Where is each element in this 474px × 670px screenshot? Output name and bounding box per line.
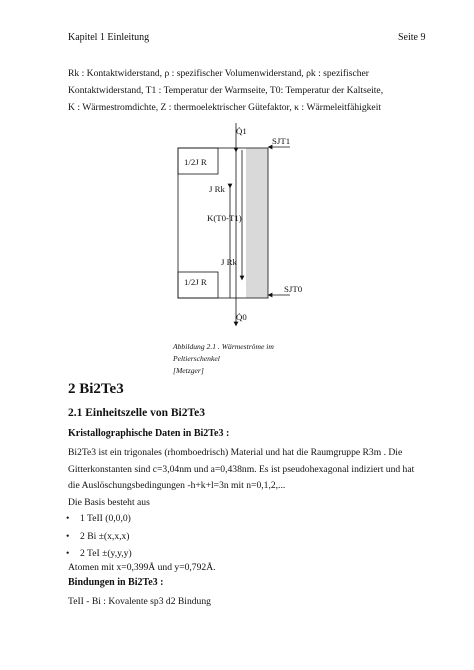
q1-label: Q̇1: [236, 126, 247, 136]
figure-caption-line-2: Peltierschenkel: [173, 354, 220, 363]
section-heading: 2 Bi2Te3: [68, 381, 124, 397]
jrk-top-label: J Rk: [209, 184, 225, 194]
half-j2r-top-label: 1/2J R: [184, 157, 207, 167]
figure-caption-line-1: Abbildung 2.1 . Wärmeströme im: [173, 342, 274, 351]
bullet-3: •: [66, 548, 70, 559]
page-number: Seite 9: [398, 32, 426, 43]
sjt0-label: SJT0: [284, 284, 303, 294]
bonds-line-1: TeII - Bi : Kovalente sp3 d2 Bindung: [68, 596, 211, 607]
sjt1-label: SJT1: [272, 136, 291, 146]
basis-item-2: 2 Bi ±(x,x,x): [80, 531, 130, 542]
atoms-line: Atomen mit x=0,399Å und y=0,792Å.: [68, 562, 216, 573]
crystal-heading: Kristallographische Daten in Bi2Te3 :: [68, 428, 230, 439]
bullet-1: •: [66, 513, 70, 524]
q0-label: Q̇0: [236, 312, 247, 322]
bonds-heading: Bindungen in Bi2Te3 :: [68, 577, 164, 588]
chapter-header: Kapitel 1 Einleitung: [68, 32, 150, 43]
peltier-heat-flow-figure: [150, 118, 320, 338]
basis-intro: Die Basis besteht aus: [68, 497, 150, 508]
basis-item-1: 1 TeII (0,0,0): [80, 513, 131, 524]
figure-caption-line-3: [Metzger]: [173, 366, 204, 375]
crystal-para-line-2: Gitterkonstanten sind c=3,04nm und a=0,438nm. Es ist pseudohexagonal indiziert und hat: [68, 464, 415, 475]
subsection-heading: 2.1 Einheitszelle von Bi2Te3: [68, 407, 205, 419]
definitions-line-2: Kontaktwiderstand, T1 : Temperatur der Warmseite, T0: Temperatur der Kaltseite,: [68, 85, 384, 96]
leg-shaded-region: [246, 148, 268, 298]
bullet-2: •: [66, 531, 70, 542]
definitions-line-1: Rk : Kontaktwiderstand, ρ : spezifischer Volumenwiderstand, ρk : spezifischer: [68, 68, 369, 79]
basis-item-3: 2 TeI ±(y,y,y): [80, 548, 132, 559]
definitions-line-3: K : Wärmestromdichte, Z : thermoelektrischer Gütefaktor, κ : Wärmeleitfähigkeit: [68, 102, 382, 113]
jrk-bottom-label: J Rk: [221, 257, 237, 267]
k-term-label: K(T0-T1): [207, 213, 242, 223]
half-j2r-bottom-label: 1/2J R: [184, 277, 207, 287]
crystal-para-line-1: Bi2Te3 ist ein trigonales (rhomboedrisch) Material und hat die Raumgruppe R3m . Die: [68, 447, 403, 458]
crystal-para-line-3: die Auslöschungsbedingungen -h+k+l=3n mit n=0,1,2,...: [68, 480, 286, 491]
